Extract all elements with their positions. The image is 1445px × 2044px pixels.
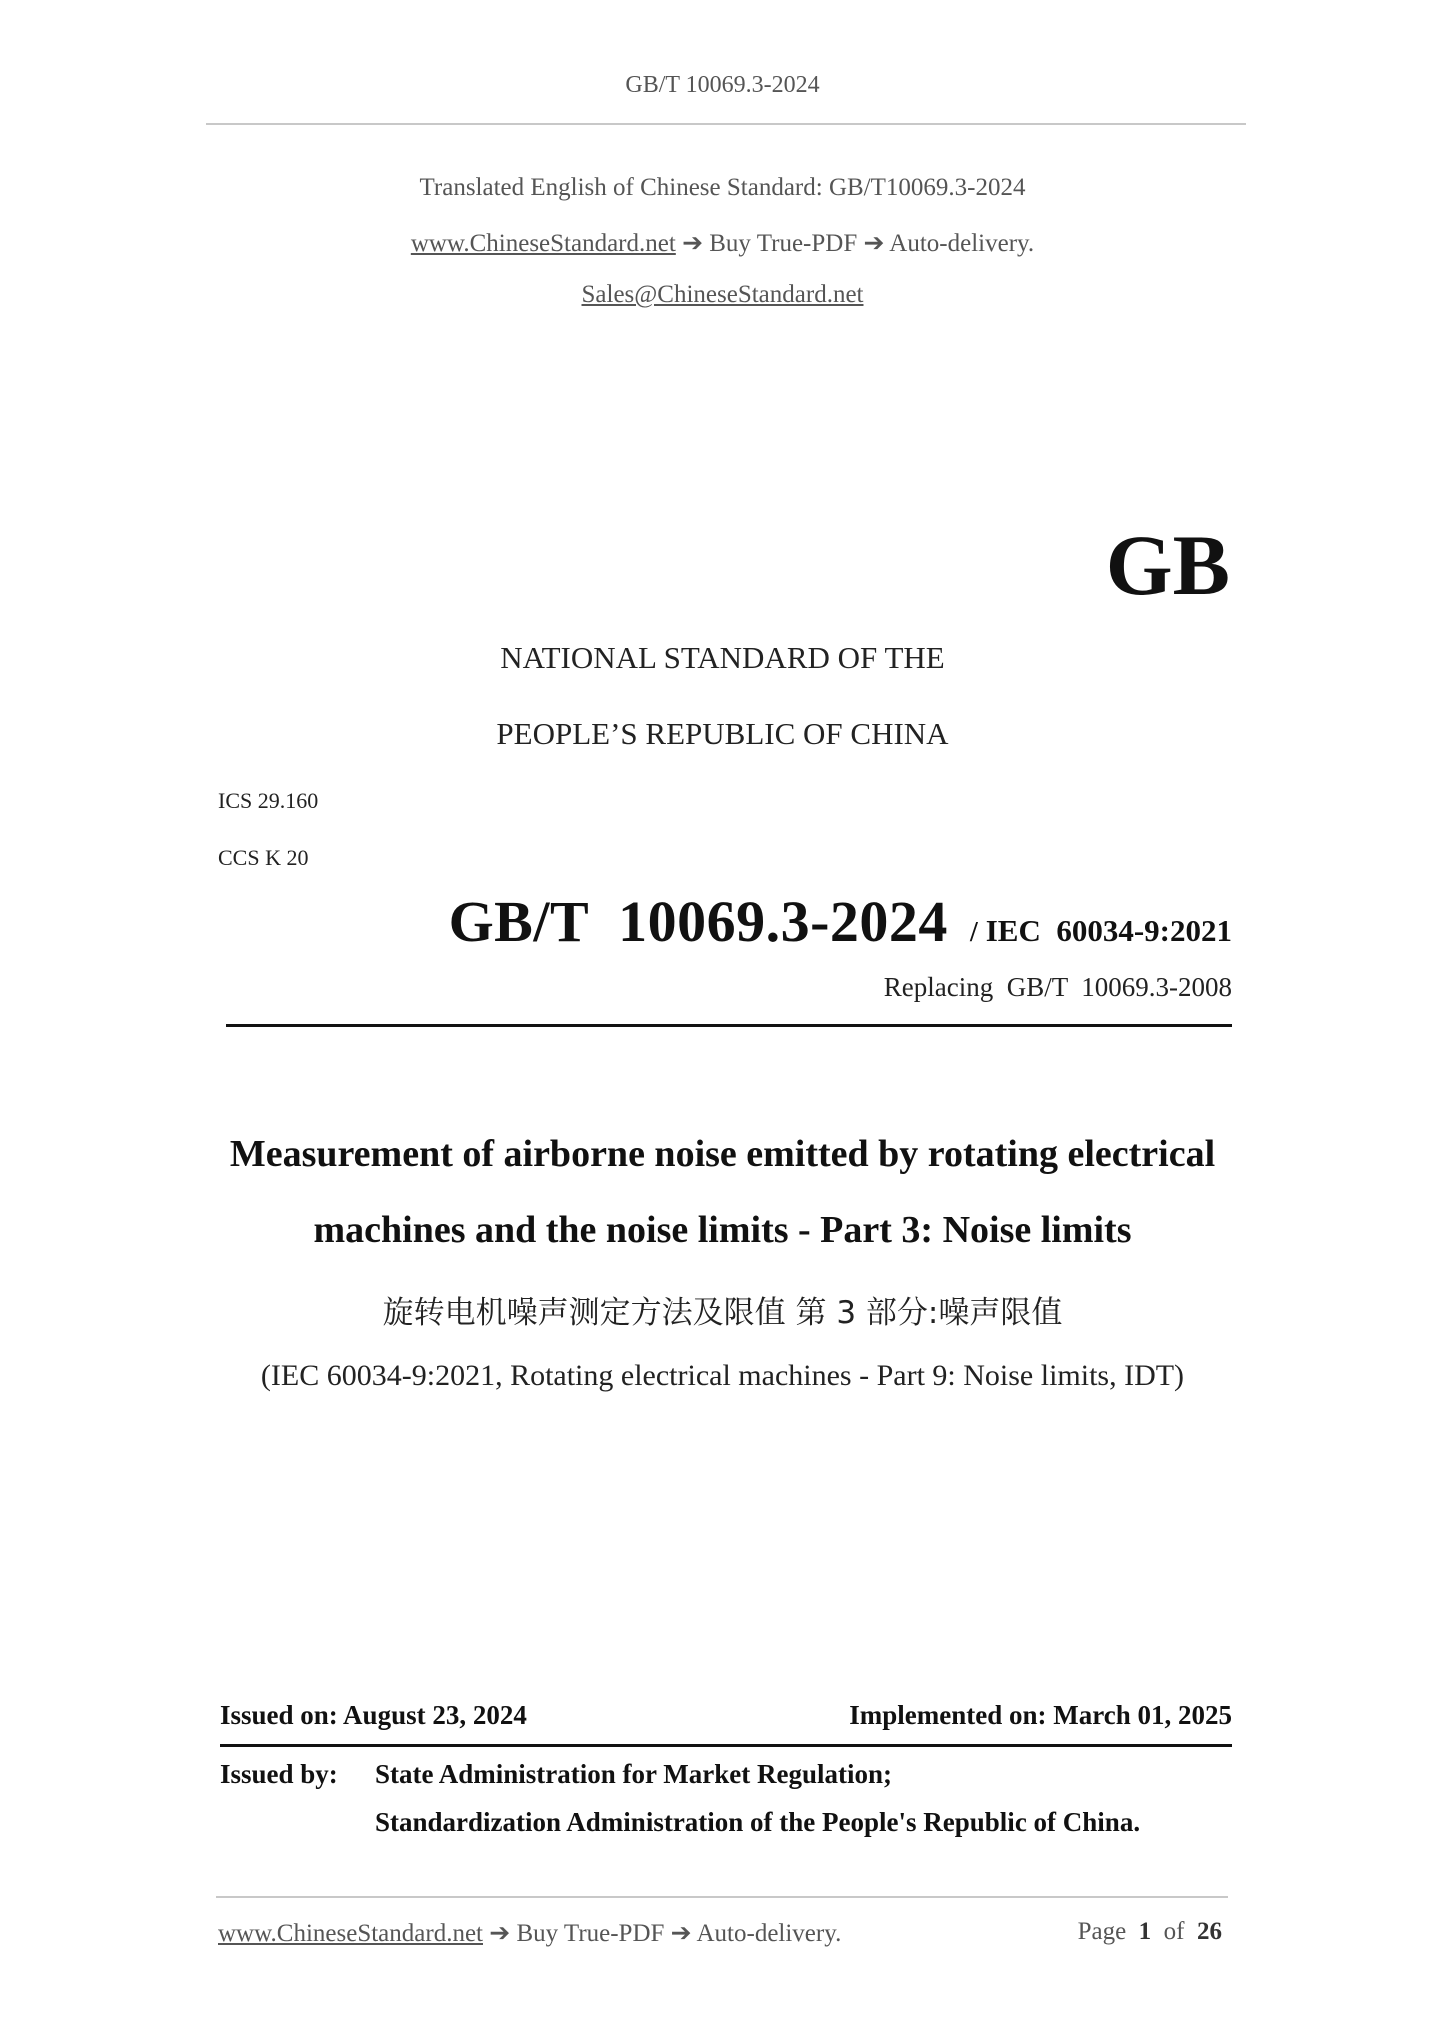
page-label: Page <box>1077 1918 1127 1945</box>
email-line <box>0 281 1445 309</box>
issuer-1: State Administration for Market Regulation; <box>375 1759 892 1789</box>
iec-number: IEC 60034-9:2021 <box>985 913 1232 948</box>
standard-number: GB/T 10069.3-2024 <box>448 889 948 954</box>
issued-by-label: Issued by: <box>220 1759 338 1789</box>
ics-code: ICS 29.160 <box>218 788 319 813</box>
standard-separator: / <box>969 917 978 948</box>
footer-buy-text: ➔ Buy True-PDF ➔ Auto-delivery. <box>489 1920 842 1947</box>
issued-on: Issued on: August 23, 2024 <box>220 1700 527 1730</box>
title-line-2: machines and the noise limits - Part 3: Noise limits <box>313 1209 1132 1251</box>
issuer-2: Standardization Administration of the People's Republic of China. <box>375 1807 1141 1837</box>
page-current: 1 <box>1138 1918 1152 1945</box>
page-of: of <box>1163 1918 1185 1945</box>
site-link[interactable]: www.ChineseStandard.net <box>410 230 676 257</box>
footer-site-link[interactable]: www.ChineseStandard.net <box>218 1920 483 1947</box>
national-standard-line-1: NATIONAL STANDARD OF THE <box>500 640 945 675</box>
chinese-title: 旋转电机噪声测定方法及限值 第 3 部分:噪声限值 <box>382 1295 1063 1331</box>
implemented-on: Implemented on: March 01, 2025 <box>849 1700 1232 1730</box>
buy-text: ➔ Buy True-PDF ➔ Auto-delivery. <box>682 230 1035 257</box>
replacing-note: Replacing GB/T 10069.3-2008 <box>883 972 1232 1002</box>
page-total: 26 <box>1197 1918 1222 1945</box>
footer-promo <box>218 1918 841 1948</box>
title-line-1: Measurement of airborne noise emitted by rotating electrical <box>229 1133 1216 1175</box>
running-header: GB/T 10069.3-2024 <box>625 72 820 98</box>
footer-divider <box>216 1896 1228 1898</box>
issuance-dates <box>220 1700 1232 1731</box>
promo-line <box>0 228 1445 258</box>
page-indicator <box>1078 1918 1222 1946</box>
issuance-divider <box>220 1744 1232 1747</box>
standard-number-row <box>449 888 1232 955</box>
iec-reference: (IEC 60034-9:2021, Rotating electrical machines - Part 9: Noise limits, IDT) <box>260 1359 1185 1392</box>
national-standard-line-2: PEOPLE’S REPUBLIC OF CHINA <box>496 716 949 751</box>
gb-mark: GB <box>1105 517 1230 613</box>
title-divider <box>226 1024 1232 1027</box>
sales-email-link[interactable]: Sales@ChineseStandard.net <box>581 281 864 308</box>
header-divider <box>206 123 1246 125</box>
translated-notice: Translated English of Chinese Standard: GB/T10069.3-2024 <box>419 174 1026 201</box>
ccs-code: CCS K 20 <box>218 845 309 870</box>
